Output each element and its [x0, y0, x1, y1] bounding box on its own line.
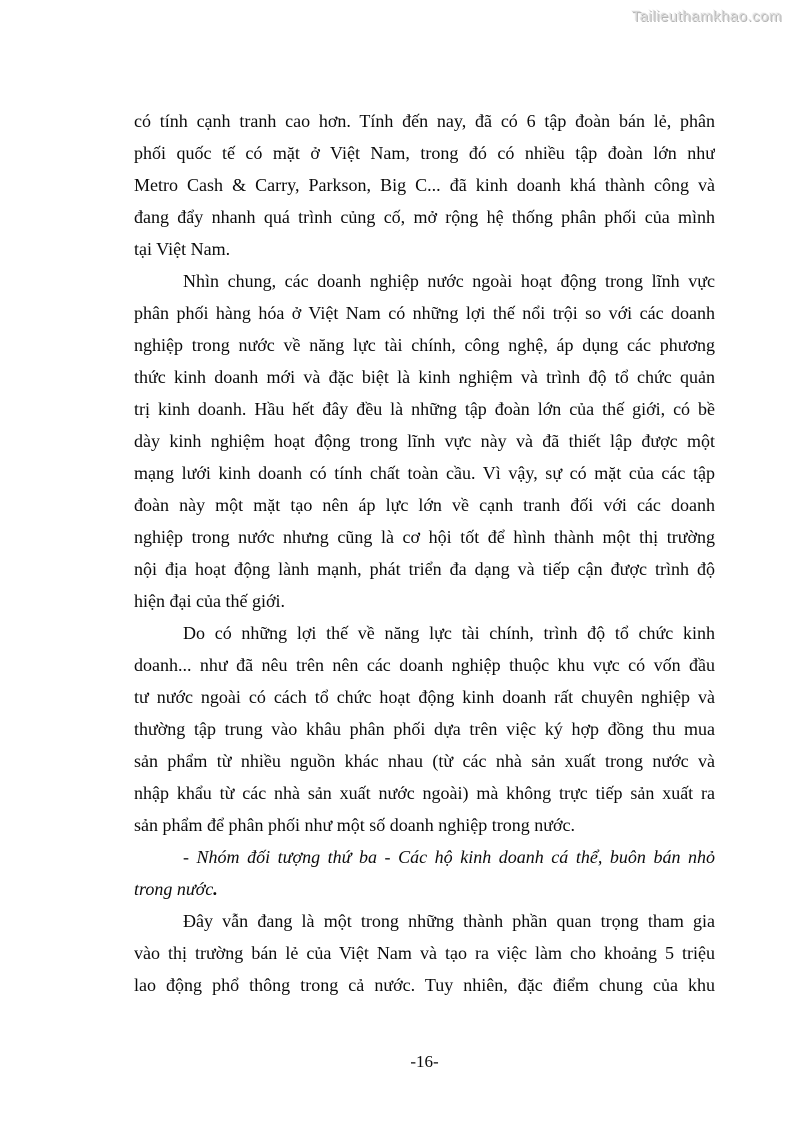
text-line	[134, 937, 715, 969]
text-run: sản phẩm để phân phối như một số doanh nghiệp trong nước.	[134, 815, 575, 835]
text-run: nội địa hoạt động lành mạnh, phát triển đa dạng và tiếp cận được trình độ	[134, 559, 715, 579]
text-run: trong nước	[134, 879, 214, 899]
text-run: hiện đại của thế giới.	[134, 591, 285, 611]
text-line	[134, 713, 715, 745]
page-number: -16-	[410, 1052, 439, 1071]
text-line	[134, 905, 715, 937]
text-line	[134, 489, 715, 521]
text-line	[134, 105, 715, 137]
text-block	[134, 105, 715, 1001]
text-run: vào thị trường bán lẻ của Việt Nam và tạo ra việc làm cho khoảng 5 triệu	[134, 943, 715, 963]
text-line	[134, 841, 715, 873]
text-run: có tính cạnh tranh cao hơn. Tính đến nay, đã có 6 tập đoàn bán lẻ, phân	[134, 111, 715, 131]
text-line	[134, 521, 715, 553]
text-run: đoàn này một mặt tạo nên áp lực lớn về cạnh tranh đối với các doanh	[134, 495, 715, 515]
text-run: mạng lưới kinh doanh có tính chất toàn cầu. Vì vậy, sự có mặt của các tập	[134, 463, 715, 483]
text-run: Metro Cash & Carry, Parkson, Big C... đã kinh doanh khá thành công và	[134, 175, 715, 195]
text-line	[134, 873, 715, 905]
text-line	[134, 745, 715, 777]
text-run: phân phối hàng hóa ở Việt Nam có những lợi thế nổi trội so với các doanh	[134, 303, 715, 323]
text-run: tại Việt Nam.	[134, 239, 231, 259]
bold-period: .	[213, 879, 218, 899]
text-line	[134, 169, 715, 201]
text-run: dày kinh nghiệm hoạt động trong lĩnh vực này và đã thiết lập được một	[134, 431, 715, 451]
text-run: nghiệp trong nước về năng lực tài chính, công nghệ, áp dụng các phương	[134, 335, 715, 355]
watermark: Tailieuthamkhao.com	[631, 8, 782, 25]
text-line	[134, 809, 715, 841]
text-run: lao động phổ thông trong cả nước. Tuy nhiên, đặc điểm chung của khu	[134, 975, 715, 995]
text-line	[134, 393, 715, 425]
text-line	[134, 329, 715, 361]
paragraph	[134, 265, 715, 617]
text-run: đang đẩy nhanh quá trình củng cố, mở rộng hệ thống phân phối của mình	[134, 207, 715, 227]
paragraph	[134, 905, 715, 1001]
text-line	[134, 361, 715, 393]
text-line	[134, 457, 715, 489]
text-line	[134, 553, 715, 585]
text-line	[134, 777, 715, 809]
paragraph	[134, 617, 715, 841]
text-run: - Nhóm đối tượng thứ ba - Các hộ kinh doanh cá thể, buôn bán nhỏ	[183, 847, 715, 867]
text-run: nghiệp trong nước nhưng cũng là cơ hội tốt để hình thành một thị trường	[134, 527, 715, 547]
text-run: Nhìn chung, các doanh nghiệp nước ngoài hoạt động trong lĩnh vực	[183, 271, 715, 291]
text-line	[134, 681, 715, 713]
text-run: sản phẩm từ nhiều nguồn khác nhau (từ các nhà sản xuất trong nước và	[134, 751, 715, 771]
text-line	[134, 425, 715, 457]
text-line	[134, 137, 715, 169]
text-line	[134, 297, 715, 329]
text-line	[134, 617, 715, 649]
text-run: nhập khẩu từ các nhà sản xuất nước ngoài) mà không trực tiếp sản xuất ra	[134, 783, 715, 803]
text-line	[134, 201, 715, 233]
text-run: thức kinh doanh mới và đặc biệt là kinh nghiệm và trình độ tổ chức quản	[134, 367, 715, 387]
text-run: doanh... như đã nêu trên nên các doanh nghiệp thuộc khu vực có vốn đầu	[134, 655, 715, 675]
text-line	[134, 233, 715, 265]
text-run: tư nước ngoài có cách tổ chức hoạt động kinh doanh rất chuyên nghiệp và	[134, 687, 715, 707]
text-line	[134, 585, 715, 617]
text-line	[134, 969, 715, 1001]
text-line	[134, 649, 715, 681]
text-run: thường tập trung vào khâu phân phối dựa trên việc ký hợp đồng thu mua	[134, 719, 715, 739]
paragraph	[134, 841, 715, 905]
text-run: trị kinh doanh. Hầu hết đây đều là những tập đoàn lớn của thế giới, có bề	[134, 399, 715, 419]
paragraph	[134, 105, 715, 265]
text-run: Đây vẫn đang là một trong những thành phần quan trọng tham gia	[183, 911, 715, 931]
text-run: Do có những lợi thế về năng lực tài chính, trình độ tổ chức kinh	[183, 623, 715, 643]
text-run: phối quốc tế có mặt ở Việt Nam, trong đó có nhiều tập đoàn lớn như	[134, 143, 715, 163]
text-line	[134, 265, 715, 297]
